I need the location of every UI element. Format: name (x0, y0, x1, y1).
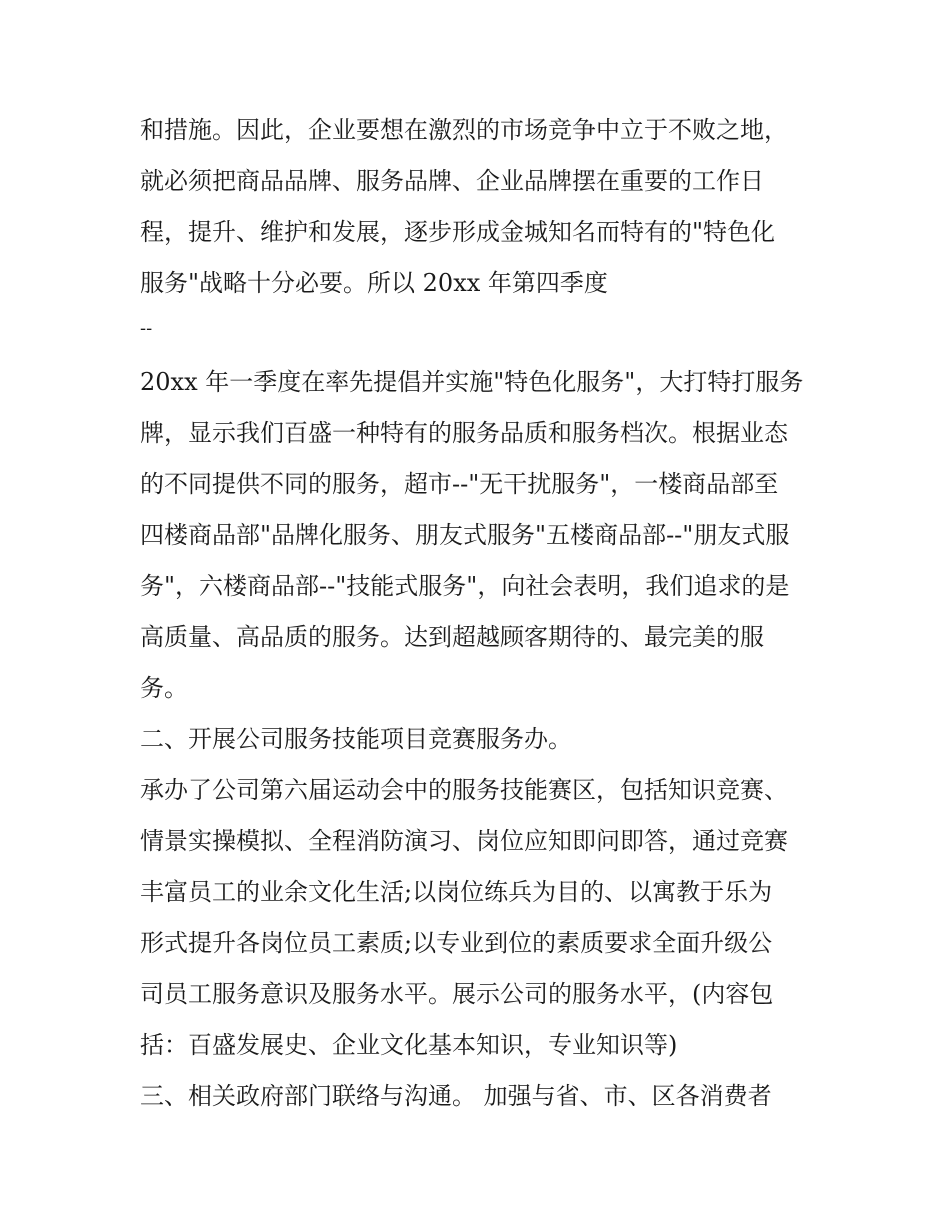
text-line: 情景实操模拟、全程消防演习、岗位应知即问即答，通过竞赛 (140, 827, 788, 855)
text-line: 高质量、高品质的服务。达到超越顾客期待的、最完美的服 (140, 623, 764, 651)
text-line: 牌，显示我们百盛一种特有的服务品质和服务档次。根据业态 (140, 419, 788, 447)
text-line: 的不同提供不同的服务，超市--"无干扰服务"，一楼商品部至 (140, 470, 779, 498)
section-heading-2: 二、开展公司服务技能项目竞赛服务办。 (140, 725, 572, 753)
text-line: 服务"战略十分必要。所以 20xx 年第四季度 (140, 269, 608, 297)
document-body (140, 105, 820, 1122)
text-line: 程，提升、维护和发展，逐步形成金城知名而特有的"特色化 (140, 218, 776, 246)
section-heading-3: 三、相关政府部门联络与沟通。 加强与省、市、区各消费者 (140, 1082, 772, 1110)
text-line: 形式提升各岗位员工素质;以专业到位的素质要求全面升级公 (140, 929, 773, 957)
text-line: 司员工服务意识及服务水平。展示公司的服务水平，(内容包 (140, 980, 774, 1008)
text-line: 务。 (140, 674, 188, 702)
text-line: 20xx 年一季度在率先提倡并实施"特色化服务"，大打特打服务 (140, 368, 804, 396)
text-line: 四楼商品部"品牌化服务、朋友式服务"五楼商品部--"朋友式服 (140, 521, 790, 549)
text-line: 括：百盛发展史、企业文化基本知识，专业知识等) (140, 1031, 678, 1059)
text-line: 就必须把商品品牌、服务品牌、企业品牌摆在重要的工作日 (140, 167, 764, 195)
page-separator: -- (140, 318, 153, 339)
text-line: 承办了公司第六届运动会中的服务技能赛区，包括知识竞赛、 (140, 776, 788, 804)
text-line: 丰富员工的业余文化生活;以岗位练兵为目的、以寓教于乐为 (140, 878, 773, 906)
text-line: 务"，六楼商品部--"技能式服务"，向社会表明，我们追求的是 (140, 572, 790, 600)
text-line: 和措施。因此，企业要想在激烈的市场竞争中立于不败之地， (140, 116, 788, 144)
